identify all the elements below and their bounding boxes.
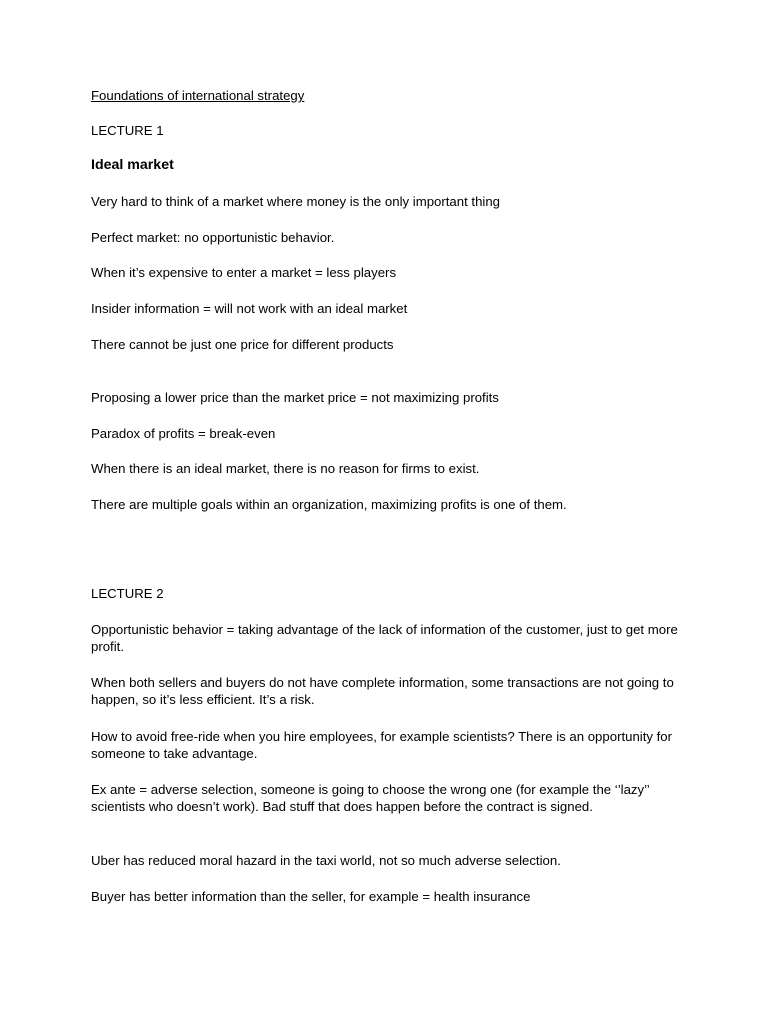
paragraph: Opportunistic behavior = taking advantage of the lack of information of the customer, just to get more profit. — [91, 622, 678, 654]
paragraph: Uber has reduced moral hazard in the taxi world, not so much adverse selection. — [91, 853, 561, 868]
section-heading-ideal-market: Ideal market — [91, 157, 174, 173]
paragraph: How to avoid free-ride when you hire employees, for example scientists? There is an opportunity for someone to take advantage. — [91, 729, 673, 761]
paragraph: There are multiple goals within an organization, maximizing profits is one of them. — [91, 497, 567, 512]
paragraph: When it’s expensive to enter a market = less players — [91, 265, 397, 280]
paragraph: Insider information = will not work with an ideal market — [91, 301, 408, 316]
paragraph: Perfect market: no opportunistic behavior. — [91, 230, 335, 245]
paragraph: Paradox of profits = break-even — [91, 426, 276, 441]
lecture-1-label: LECTURE 1 — [91, 123, 164, 138]
paragraph: Proposing a lower price than the market price = not maximizing profits — [91, 390, 499, 405]
paragraph: Ex ante = adverse selection, someone is going to choose the wrong one (for example the ‘’lazy’’ scientists who doesn’t work). Bad stuff that does happen before the contract is signed. — [91, 782, 650, 814]
paragraph: When both sellers and buyers do not have complete information, some transactions are not going to happen, so it’s less efficient. It’s a risk. — [91, 675, 674, 707]
lecture-2-label: LECTURE 2 — [91, 586, 164, 601]
paragraph: When there is an ideal market, there is no reason for firms to exist. — [91, 461, 480, 476]
paragraph: Very hard to think of a market where money is the only important thing — [91, 194, 501, 209]
paragraph: There cannot be just one price for different products — [91, 337, 394, 352]
document-title: Foundations of international strategy — [91, 88, 305, 103]
paragraph: Buyer has better information than the seller, for example = health insurance — [91, 889, 531, 904]
